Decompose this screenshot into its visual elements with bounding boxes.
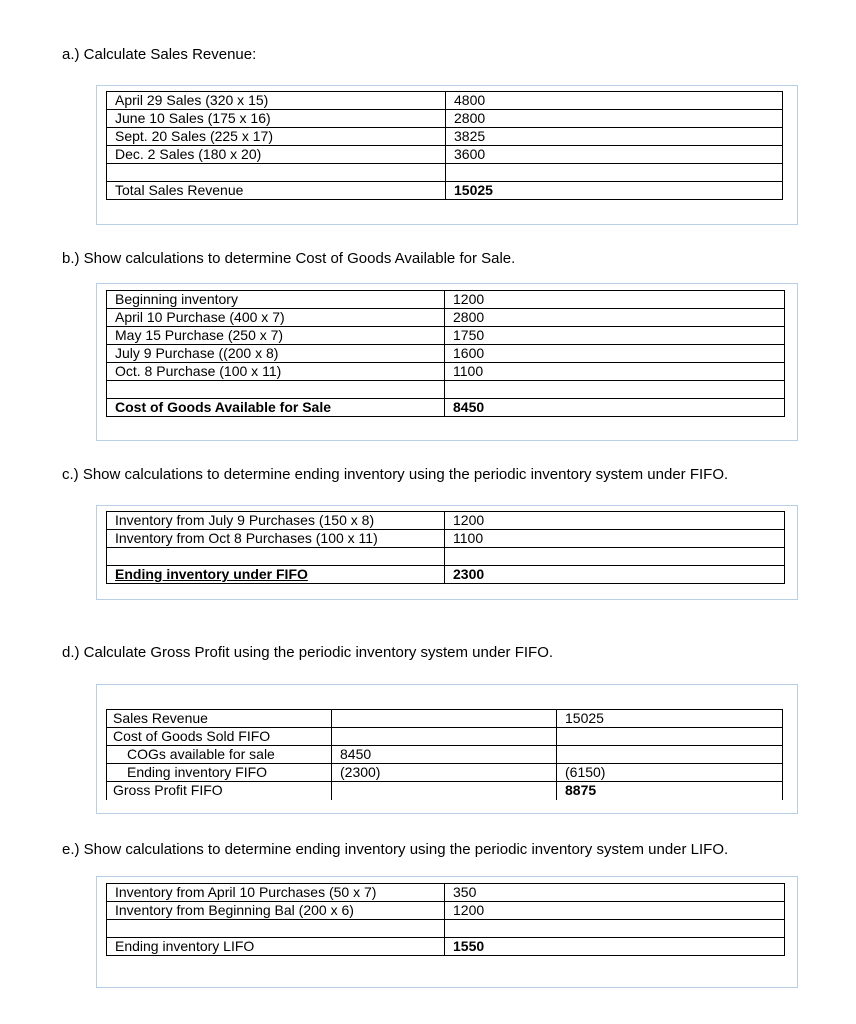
section-b-heading: b.) Show calculations to determine Cost of Goods Available for Sale. xyxy=(62,250,516,267)
blank-cell xyxy=(107,920,445,938)
table-row xyxy=(107,728,783,746)
blank-cell xyxy=(445,548,785,566)
section-a-table xyxy=(106,91,783,200)
total-value: 8450 xyxy=(445,399,785,417)
section-d-table xyxy=(106,709,783,800)
cogs-total: (6150) xyxy=(557,764,783,782)
table-row xyxy=(107,512,785,530)
total-row xyxy=(107,938,785,956)
total-label: Ending inventory under FIFO xyxy=(107,566,445,584)
row-value: 1200 xyxy=(445,902,785,920)
total-label: Total Sales Revenue xyxy=(107,182,446,200)
row-label: Oct. 8 Purchase (100 x 11) xyxy=(107,363,445,381)
row-value: 3600 xyxy=(446,146,783,164)
total-value: 1550 xyxy=(445,938,785,956)
blank-cell xyxy=(107,164,446,182)
total-value: 2300 xyxy=(445,566,785,584)
section-e-table xyxy=(106,883,785,956)
row-label: Beginning inventory xyxy=(107,291,445,309)
available-label: COGs available for sale xyxy=(107,746,332,764)
total-row xyxy=(107,566,785,584)
blank-row xyxy=(107,920,785,938)
table-row xyxy=(107,782,783,800)
total-row xyxy=(107,182,783,200)
row-value: 1100 xyxy=(445,363,785,381)
ending-value: (2300) xyxy=(332,764,557,782)
row-value: 2800 xyxy=(445,309,785,327)
section-d-heading: d.) Calculate Gross Profit using the periodic inventory system under FIFO. xyxy=(62,644,554,661)
blank-cell xyxy=(557,728,783,746)
table-row xyxy=(107,884,785,902)
row-value: 1750 xyxy=(445,327,785,345)
row-label: Dec. 2 Sales (180 x 20) xyxy=(107,146,446,164)
table-row xyxy=(107,530,785,548)
row-value: 1600 xyxy=(445,345,785,363)
table-row xyxy=(107,128,783,146)
table-row xyxy=(107,345,785,363)
section-e-heading: e.) Show calculations to determine ending inventory using the periodic inventory system under LIFO. xyxy=(62,841,729,858)
table-row xyxy=(107,363,785,381)
section-a-heading: a.) Calculate Sales Revenue: xyxy=(62,46,257,63)
sales-value: 15025 xyxy=(557,710,783,728)
blank-cell xyxy=(332,728,557,746)
blank-cell xyxy=(445,381,785,399)
table-row xyxy=(107,710,783,728)
table-row xyxy=(107,746,783,764)
table-row xyxy=(107,764,783,782)
gross-label: Gross Profit FIFO xyxy=(107,782,332,800)
table-row xyxy=(107,146,783,164)
gross-value: 8875 xyxy=(557,782,783,800)
section-c-table xyxy=(106,511,785,584)
row-value: 3825 xyxy=(446,128,783,146)
row-value: 1200 xyxy=(445,291,785,309)
row-label: Inventory from Oct 8 Purchases (100 x 11) xyxy=(107,530,445,548)
blank-cell xyxy=(445,920,785,938)
row-label: Inventory from April 10 Purchases (50 x 7) xyxy=(107,884,445,902)
table-row xyxy=(107,309,785,327)
row-value: 4800 xyxy=(446,92,783,110)
section-c-heading: c.) Show calculations to determine ending inventory using the periodic inventory system under FIFO. xyxy=(62,466,729,483)
row-label: May 15 Purchase (250 x 7) xyxy=(107,327,445,345)
blank-cell xyxy=(446,164,783,182)
row-label: Sept. 20 Sales (225 x 17) xyxy=(107,128,446,146)
row-label: June 10 Sales (175 x 16) xyxy=(107,110,446,128)
row-value: 2800 xyxy=(446,110,783,128)
section-b-table xyxy=(106,290,785,417)
ending-label: Ending inventory FIFO xyxy=(107,764,332,782)
total-label: Cost of Goods Available for Sale xyxy=(107,399,445,417)
blank-cell xyxy=(332,782,557,800)
row-label: July 9 Purchase ((200 x 8) xyxy=(107,345,445,363)
available-value: 8450 xyxy=(332,746,557,764)
table-row xyxy=(107,110,783,128)
row-value: 1100 xyxy=(445,530,785,548)
total-label: Ending inventory LIFO xyxy=(107,938,445,956)
row-label: April 10 Purchase (400 x 7) xyxy=(107,309,445,327)
total-value: 15025 xyxy=(446,182,783,200)
blank-cell xyxy=(557,746,783,764)
blank-row xyxy=(107,548,785,566)
row-label: April 29 Sales (320 x 15) xyxy=(107,92,446,110)
sales-label: Sales Revenue xyxy=(107,710,332,728)
row-label: Inventory from July 9 Purchases (150 x 8) xyxy=(107,512,445,530)
row-label: Inventory from Beginning Bal (200 x 6) xyxy=(107,902,445,920)
blank-cell xyxy=(332,710,557,728)
cogs-label: Cost of Goods Sold FIFO xyxy=(107,728,332,746)
row-value: 1200 xyxy=(445,512,785,530)
blank-row xyxy=(107,381,785,399)
total-row xyxy=(107,399,785,417)
blank-cell xyxy=(107,381,445,399)
blank-row xyxy=(107,164,783,182)
table-row xyxy=(107,92,783,110)
row-value: 350 xyxy=(445,884,785,902)
blank-cell xyxy=(107,548,445,566)
table-row xyxy=(107,902,785,920)
table-row xyxy=(107,291,785,309)
table-row xyxy=(107,327,785,345)
